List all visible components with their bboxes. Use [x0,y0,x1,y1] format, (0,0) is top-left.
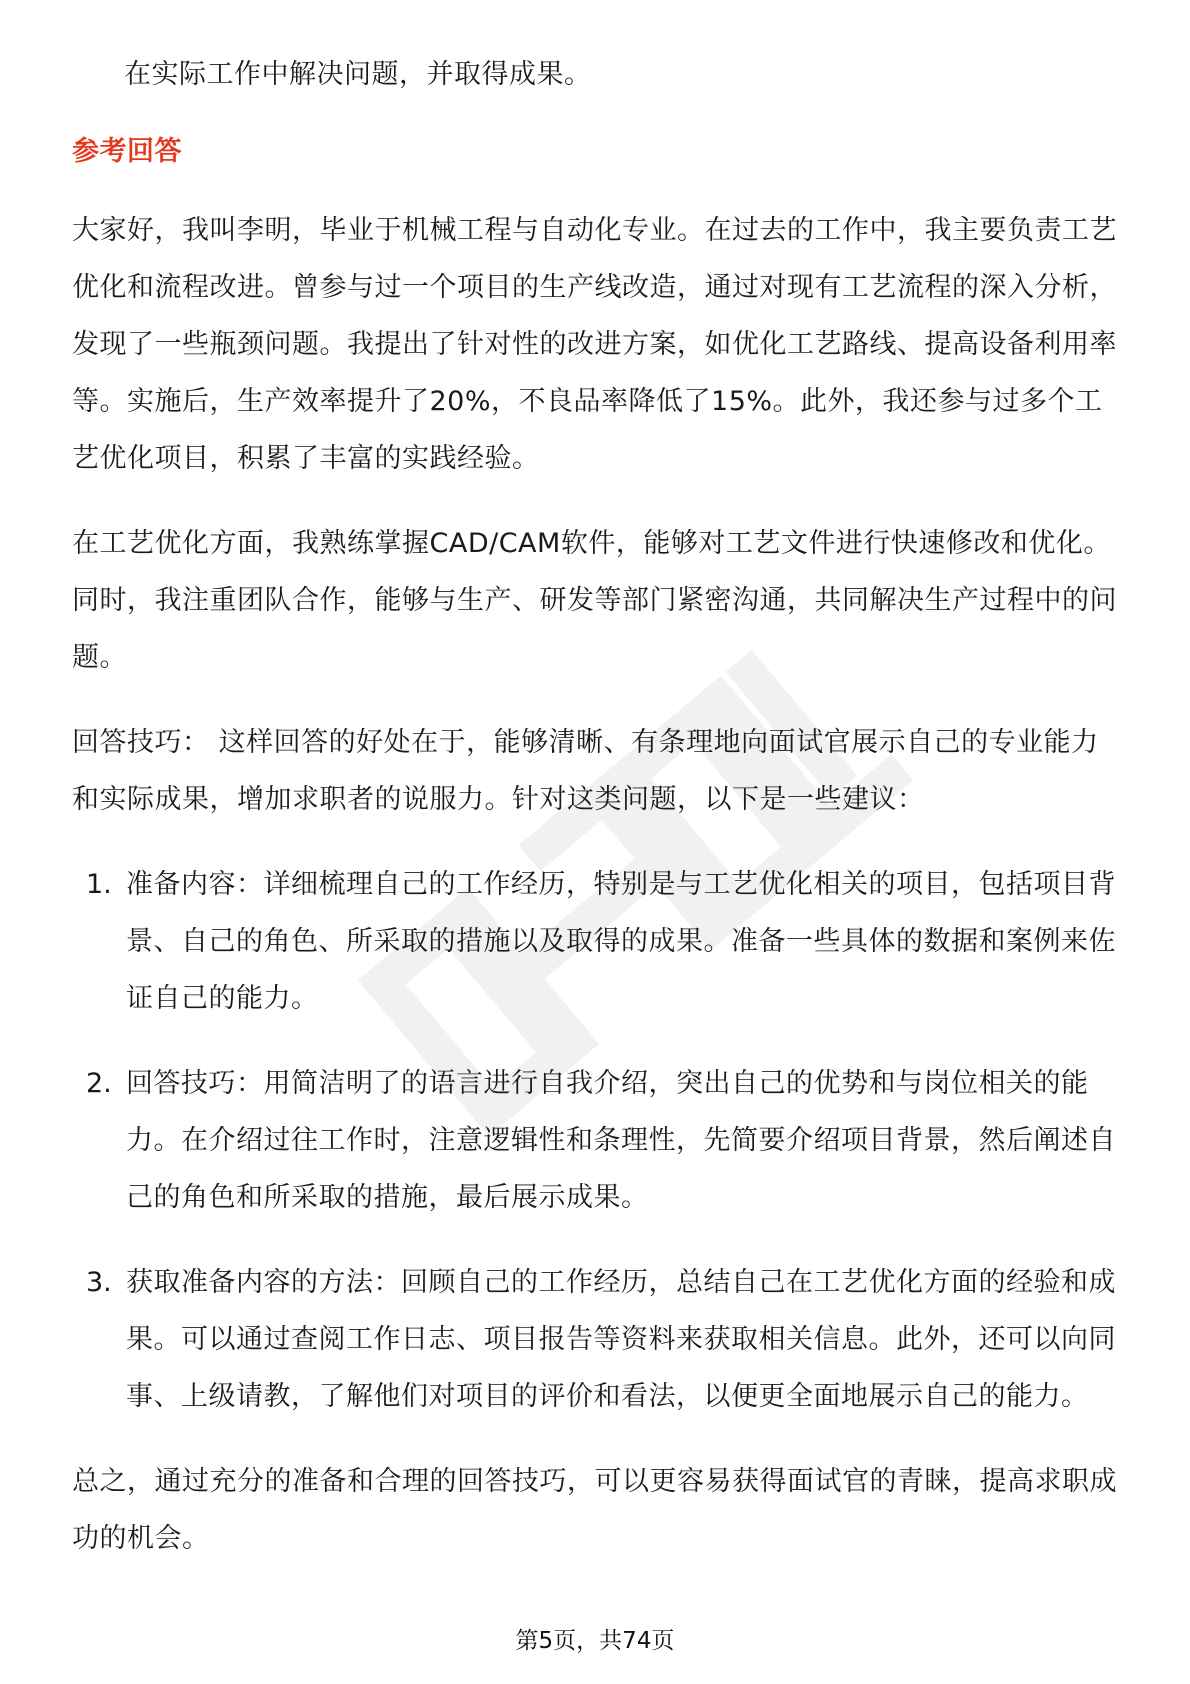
paragraph-intro: 大家好，我叫李明，毕业于机械工程与自动化专业。在过去的工作中，我主要负责工艺优化和流程改进。曾参与过一个项目的生产线改造，通过对现有工艺流程的深入分析，发现了一些瓶颈问题。我提出了针对性的改进方案，如优化工艺路线、提高设备利用率等。实施后，生产效率提升了20%，不良品率降低了15%。此外，我还参与过多个工艺优化项目，积累了丰富的实践经验。 [72,215,1117,474]
continuation-line: 在实际工作中解决问题，并取得成果。 [124,59,592,90]
list-item-text: 准备内容：详细梳理自己的工作经历，特别是与工艺优化相关的项目，包括项目背景、自己的角色、所采取的措施以及取得的成果。准备一些具体的数据和案例来佐证自己的能力。 [126,869,1116,1014]
paragraph-skills: 在工艺优化方面，我熟练掌握CAD/CAM软件，能够对工艺文件进行快速修改和优化。同时，我注重团队合作，能够与生产、研发等部门紧密沟通，共同解决生产过程中的问题。 [72,528,1117,673]
list-item-text: 获取准备内容的方法：回顾自己的工作经历，总结自己在工艺优化方面的经验和成果。可以通过查阅工作日志、项目报告等资料来获取相关信息。此外，还可以向同事、上级请教，了解他们对项目的评价和看法，以便更全面地展示自己的能力。 [126,1267,1116,1412]
list-item-number: 2. [86,1068,112,1099]
section-heading: 参考回答 [72,136,182,167]
list-item-number: 3. [86,1267,112,1298]
list-item [72,1254,1120,1425]
list-item [72,856,1120,1027]
list-item [72,1055,1120,1226]
paragraph-tips: 回答技巧： 这样回答的好处在于，能够清晰、有条理地向面试官展示自己的专业能力和实际成果，增加求职者的说服力。针对这类问题，以下是一些建议： [72,727,1099,815]
document-content [72,46,1120,1567]
list-item-text: 回答技巧：用简洁明了的语言进行自我介绍，突出自己的优势和与岗位相关的能力。在介绍过往工作时，注意逻辑性和条理性，先简要介绍项目背景，然后阐述自己的角色和所采取的措施，最后展示成果。 [126,1068,1116,1213]
list-item-number: 1. [86,869,112,900]
closing-paragraph: 总之，通过充分的准备和合理的回答技巧，可以更容易获得面试官的青睐，提高求职成功的机会。 [72,1466,1117,1554]
page-footer: 第5页，共74页 [515,1628,675,1654]
suggestion-list [72,856,1120,1425]
